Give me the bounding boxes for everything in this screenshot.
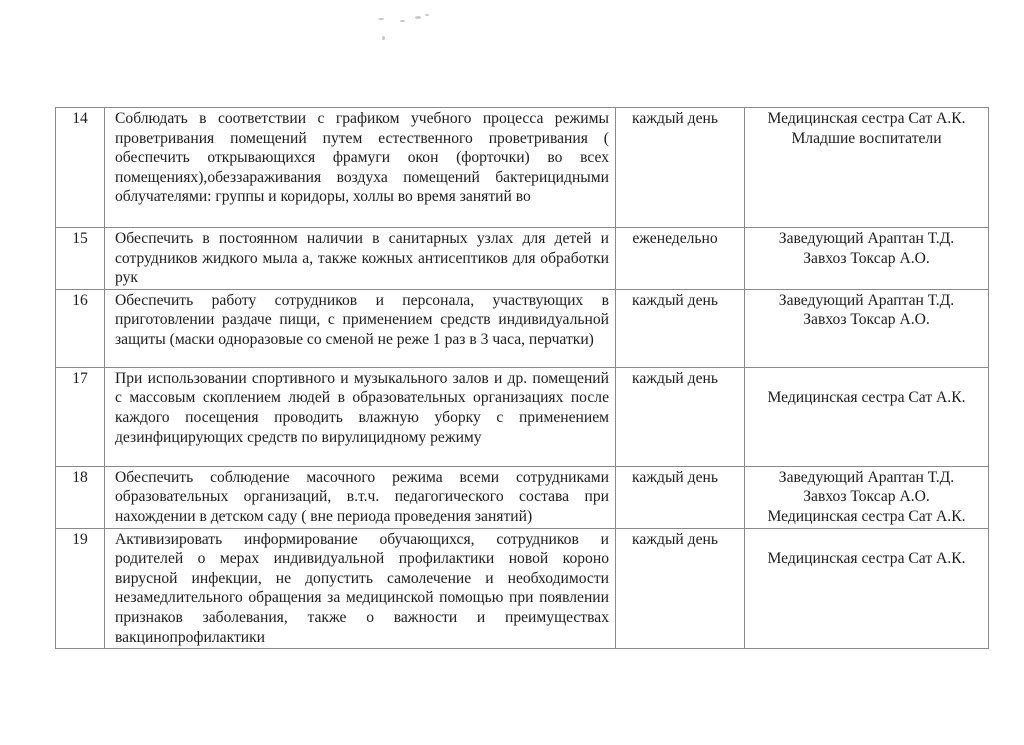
- scan-artifact: [370, 10, 450, 50]
- spacer: [745, 369, 988, 389]
- period: еженедельно: [616, 228, 745, 290]
- table-row: [56, 528, 989, 649]
- task-description: Обеспечить в постоянном наличии в санитарных узлах для детей и сотрудников жидкого мыла а, также кожных антисептиков для обработки рук: [105, 228, 616, 290]
- measures-table: [55, 107, 989, 649]
- responsible: [745, 289, 989, 367]
- table-row: [56, 289, 989, 367]
- responsible: [745, 228, 989, 290]
- responsible-person: Завхоз Токсар А.О.: [803, 249, 930, 267]
- period: каждый день: [616, 528, 745, 649]
- task-description: Обеспечить соблюдение масочного режима всеми сотрудниками образовательных организаций, в.т.ч. педагогического состава при нахождении в детском саду ( вне периода проведения занятий): [105, 466, 616, 528]
- period: каждый день: [616, 289, 745, 367]
- responsible-person: Завхоз Токсар А.О.: [803, 488, 930, 506]
- row-number: 16: [56, 289, 105, 367]
- responsible: [745, 466, 989, 528]
- task-description: Соблюдать в соответствии с графиком учебного процесса режимы проветривания помещений путем естественного проветривания ( обеспечить открывающихся фрамуги окон (форточки) во всех помещениях),обеззараживания воздуха помещений бактерицидными облучателями: группы и коридоры, холлы во время занятий во: [105, 108, 616, 228]
- table-row: [56, 228, 989, 290]
- row-number: 14: [56, 108, 105, 228]
- period: каждый день: [616, 367, 745, 466]
- table-row: [56, 108, 989, 228]
- row-number: 15: [56, 228, 105, 290]
- table-row: [56, 367, 989, 466]
- row-number: 17: [56, 367, 105, 466]
- responsible-person: Медицинская сестра Сат А.К.: [767, 110, 966, 127]
- task-description: Обеспечить работу сотрудников и персонала, участвующих в приготовлении раздаче пищи, с применением средств индивидуальной защиты (маски одноразовые со сменой не реже 1 раз в 3 часа, перчатки): [105, 289, 616, 367]
- row-number: 18: [56, 466, 105, 528]
- table-row: [56, 466, 989, 528]
- spacer: [745, 530, 988, 550]
- responsible-person: Заведующий Араптан Т.Д.: [778, 291, 955, 309]
- task-description: При использовании спортивного и музыкального залов и др. помещений с массовым скоплением людей в образовательных организациях после каждого посещения проводить влажную уборку с применением дезинфицирующих средств по вирулицидному режиму: [105, 367, 616, 466]
- responsible: [745, 108, 989, 228]
- responsible-person: Заведующий Араптан Т.Д.: [778, 230, 955, 247]
- row-number: 19: [56, 528, 105, 649]
- responsible-person: Медицинская сестра Сат А.К.: [767, 389, 966, 407]
- responsible: [745, 528, 989, 649]
- responsible-person: Заведующий Араптан Т.Д.: [778, 468, 955, 486]
- period: каждый день: [616, 108, 745, 228]
- responsible-person: Медицинская сестра Сат А.К.: [767, 550, 966, 568]
- task-description: Активизировать информирование обучающихся, сотрудников и родителей о мерах индивидуальной профилактики новой короно вирусной инфекции, не допустить самолечение и необходимости незамедлительного обращения за медицинской помощью при появлении признаков заболевания, также о важности и преимуществах вакцинопрофилактики: [105, 528, 616, 649]
- responsible-person: Младшие воспитатели: [791, 129, 942, 147]
- period: каждый день: [616, 466, 745, 528]
- responsible-person: Завхоз Токсар А.О.: [803, 311, 930, 329]
- responsible: [745, 367, 989, 466]
- responsible-person: Медицинская сестра Сат А.К.: [767, 507, 966, 525]
